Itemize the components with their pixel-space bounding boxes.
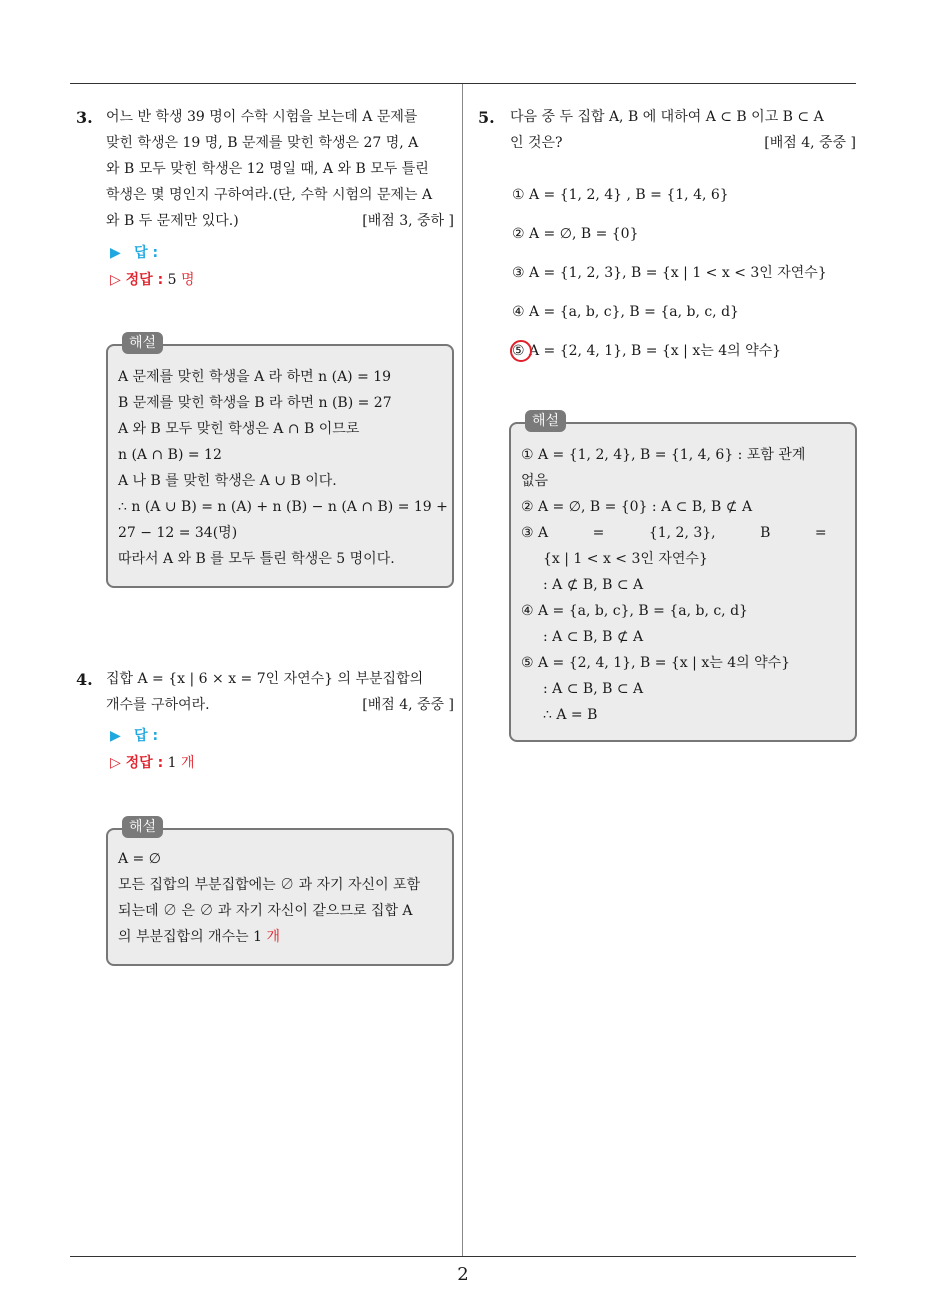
explanation-line: 따라서 A 와 B 를 모두 틀린 학생은 5 명이다. bbox=[118, 551, 395, 567]
correct-value: 5 bbox=[167, 272, 177, 288]
explanation-line: ① A = {1, 2, 4}, B = {1, 4, 6} : 포함 관계 bbox=[521, 447, 806, 463]
question-4-line: 개수를 구하여라. [배점 4, 중중 ] bbox=[106, 692, 454, 718]
page-number: 2 bbox=[457, 1264, 469, 1285]
explanation-line: n (A ∩ B) = 12 bbox=[118, 447, 222, 463]
explanation-tag: 해설 bbox=[122, 816, 163, 838]
column-divider bbox=[462, 84, 463, 1256]
selected-choice-circle-icon bbox=[510, 340, 532, 362]
question-3-answer-line bbox=[110, 243, 158, 263]
question-5-explanation-box bbox=[509, 413, 857, 742]
explanation-line: ③ A = {1, 2, 3}, B = bbox=[521, 525, 827, 541]
question-3-line: 와 B 두 문제만 있다.) [배점 3, 중하 ] bbox=[106, 208, 454, 234]
explanation-line: B 문제를 맞힌 학생을 B 라 하면 n (B) = 27 bbox=[118, 395, 392, 411]
question-4-explanation-box bbox=[106, 819, 454, 966]
question-4-line: 집합 A = {x | 6 × x = 7인 자연수} 의 부분집합의 bbox=[106, 671, 424, 687]
explanation-tag: 해설 bbox=[122, 332, 163, 354]
choice-5[interactable]: ⑤ A = {2, 4, 1}, B = {x | x는 4의 약수} bbox=[512, 343, 782, 359]
correct-value: 1 bbox=[167, 755, 177, 771]
question-3-line: 어느 반 학생 39 명이 수학 시험을 보는데 A 문제를 bbox=[106, 109, 418, 125]
correct-label: ▷ 정답 : bbox=[110, 272, 164, 288]
question-3-difficulty: [배점 3, 중하 ] bbox=[362, 213, 454, 229]
question-3-line: 맞힌 학생은 19 명, B 문제를 맞힌 학생은 27 명, A bbox=[106, 135, 419, 151]
question-3-explanation-box bbox=[106, 335, 454, 588]
footer-rule bbox=[70, 1256, 856, 1257]
question-5-text bbox=[510, 104, 856, 156]
question-3-line: 학생은 몇 명인지 구하여라.(단, 수학 시험의 문제는 A bbox=[106, 187, 433, 203]
explanation-line: A 와 B 모두 맞힌 학생은 A ∩ B 이므로 bbox=[118, 421, 360, 437]
choice-4[interactable]: ④ A = {a, b, c}, B = {a, b, c, d} bbox=[512, 304, 739, 320]
explanation-line: 27 − 12 = 34(명) bbox=[118, 525, 238, 541]
question-5-difficulty: [배점 4, 중중 ] bbox=[764, 135, 856, 151]
explanation-line: : A ⊄ B, B ⊂ A bbox=[543, 577, 644, 593]
explanation-line: 의 부분집합의 개수는 1 개 bbox=[118, 929, 280, 945]
question-5-line: 인 것은? [배점 4, 중중 ] bbox=[510, 130, 856, 156]
question-5-number: 5. bbox=[478, 108, 495, 127]
correct-unit: 개 bbox=[181, 755, 195, 771]
explanation-line: A 문제를 맞힌 학생을 A 라 하면 n (A) = 19 bbox=[118, 369, 392, 385]
correct-unit: 명 bbox=[181, 272, 195, 288]
correct-label: ▷ 정답 : bbox=[110, 755, 164, 771]
explanation-line: {x | 1 < x < 3인 자연수} bbox=[543, 551, 708, 567]
header-rule bbox=[70, 83, 856, 84]
question-5-line: 다음 중 두 집합 A, B 에 대하여 A ⊂ B 이고 B ⊂ A bbox=[510, 109, 824, 125]
explanation-line: ④ A = {a, b, c}, B = {a, b, c, d} bbox=[521, 603, 748, 619]
choice-2[interactable]: ② A = ∅, B = {0} bbox=[512, 226, 639, 242]
explanation-line: A 나 B 를 맞힌 학생은 A ∪ B 이다. bbox=[118, 473, 337, 489]
explanation-line: : A ⊂ B, B ⊄ A bbox=[543, 629, 644, 645]
question-4-number: 4. bbox=[76, 670, 93, 689]
explanation-line: ∴ n (A ∪ B) = n (A) + n (B) − n (A ∩ B) = 19 + bbox=[118, 499, 448, 515]
choice-3[interactable]: ③ A = {1, 2, 3}, B = {x | 1 < x < 3인 자연수} bbox=[512, 265, 827, 281]
answer-label: 답 : bbox=[134, 245, 159, 261]
question-4-text bbox=[106, 666, 454, 718]
explanation-line: : A ⊂ B, B ⊂ A bbox=[543, 681, 644, 697]
play-icon: ▶ bbox=[110, 728, 121, 744]
explanation-line: ② A = ∅, B = {0} : A ⊂ B, B ⊄ A bbox=[521, 499, 753, 515]
explanation-line: ⑤ A = {2, 4, 1}, B = {x | x는 4의 약수} bbox=[521, 655, 791, 671]
explanation-line: 없음 bbox=[521, 473, 549, 489]
explanation-tag: 해설 bbox=[525, 410, 566, 432]
play-icon: ▶ bbox=[110, 245, 121, 261]
question-3-correct-answer bbox=[110, 270, 195, 290]
explanation-line: 되는데 ∅ 은 ∅ 과 자기 자신이 같으므로 집합 A bbox=[118, 903, 413, 919]
question-4-answer-line bbox=[110, 726, 158, 746]
answer-label: 답 : bbox=[134, 728, 159, 744]
question-3-line: 와 B 모두 맞힌 학생은 12 명일 때, A 와 B 모두 틀린 bbox=[106, 161, 429, 177]
explanation-line: A = ∅ bbox=[118, 851, 161, 867]
explanation-unit: 개 bbox=[266, 929, 280, 945]
question-3-number: 3. bbox=[76, 108, 93, 127]
question-3-text bbox=[106, 104, 454, 234]
explanation-line: ∴ A = B bbox=[543, 707, 598, 723]
question-4-correct-answer bbox=[110, 753, 195, 773]
explanation-line: 모든 집합의 부분집합에는 ∅ 과 자기 자신이 포함 bbox=[118, 877, 421, 893]
question-4-difficulty: [배점 4, 중중 ] bbox=[362, 697, 454, 713]
choice-1[interactable]: ① A = {1, 2, 4} , B = {1, 4, 6} bbox=[512, 187, 729, 203]
